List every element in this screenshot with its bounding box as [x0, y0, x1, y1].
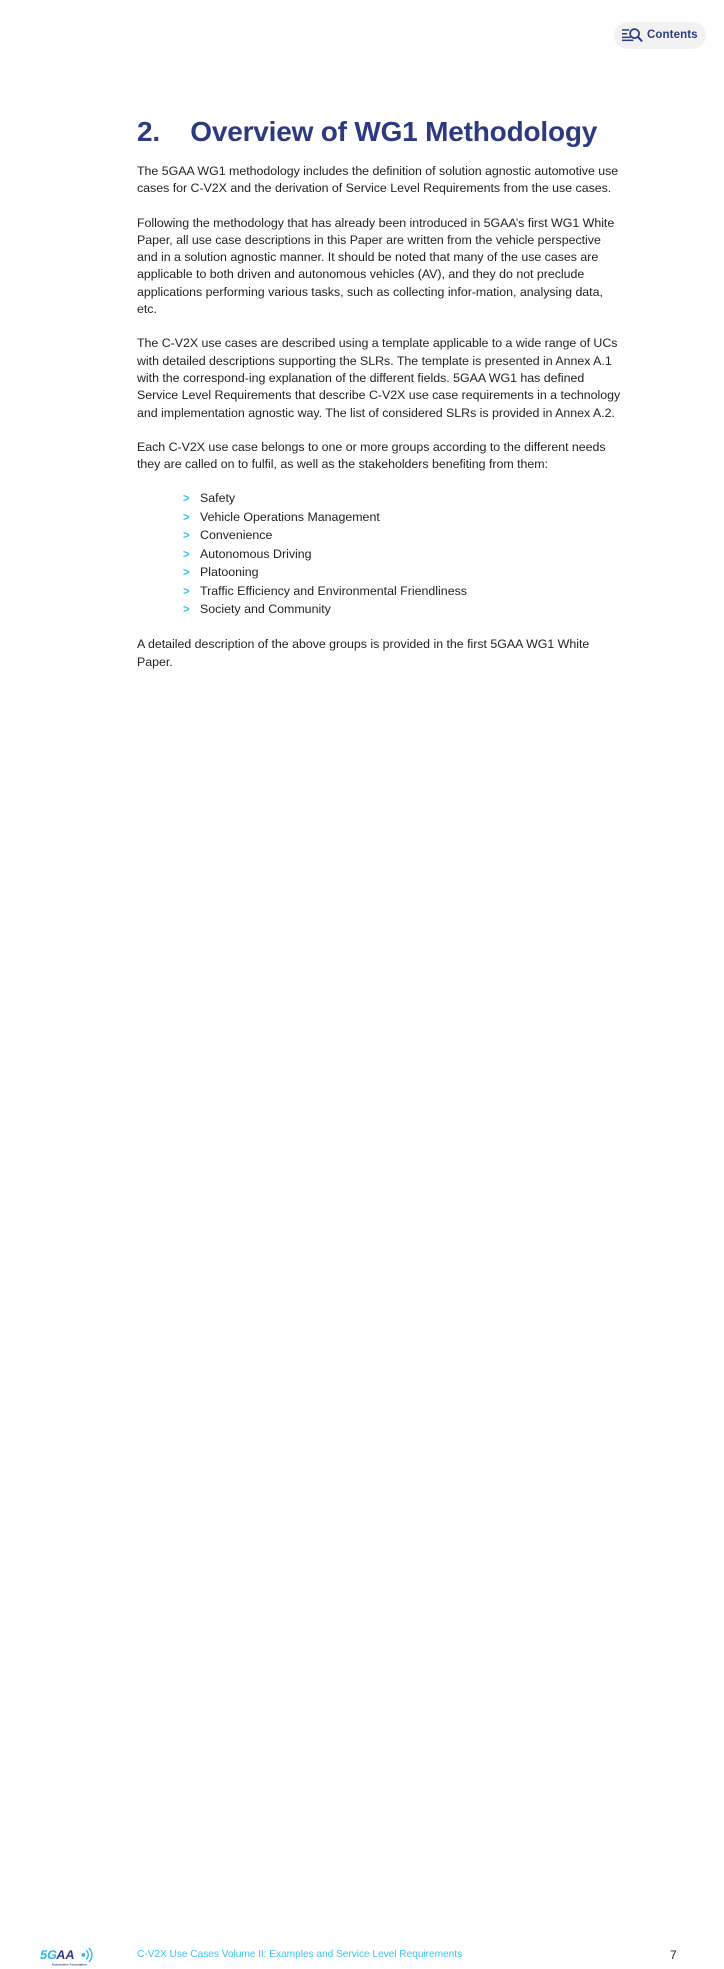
- logo-text-aa: AA: [55, 1947, 76, 1962]
- bullet-marker-icon: >: [183, 548, 190, 561]
- paragraph-2: Following the methodology that has already been introduced in 5GAA’s first WG1 White Paper, all use case descriptions in this Paper are written from the vehicle perspective and in a solution agnostic manner. It should be noted that many of the use cases are applicable to both driven and autonomous vehicles (AV), and they do not preclude applications performing various tasks, such as collecting infor-mation, analysing data, etc.: [137, 215, 615, 317]
- list-item-label: Platooning: [200, 565, 259, 580]
- bullet-marker-icon: >: [183, 567, 190, 580]
- bullet-marker-icon: >: [183, 493, 190, 506]
- list-item-label: Vehicle Operations Management: [200, 509, 380, 524]
- list-item: [183, 527, 624, 545]
- list-item: [183, 583, 624, 601]
- bullet-marker-icon: >: [183, 511, 190, 524]
- list-item: [183, 490, 624, 508]
- 5gaa-logo: [36, 1945, 108, 1969]
- contents-button[interactable]: [614, 22, 706, 49]
- logo-tagline: Automotive Association: [51, 1962, 88, 1967]
- bullet-marker-icon: >: [183, 585, 190, 598]
- list-item-label: Society and Community: [200, 602, 331, 617]
- page-number: 7: [670, 1948, 677, 1962]
- page-title: 2. Overview of WG1 Methodology: [137, 115, 598, 147]
- list-item: [183, 546, 624, 564]
- list-item-label: Autonomous Driving: [200, 546, 312, 561]
- contents-button-label: Contents: [647, 28, 698, 41]
- logo-text-5g: 5G: [39, 1947, 59, 1962]
- paragraph-1: The 5GAA WG1 methodology includes the definition of solution agnostic automotive use cases for C-V2X and the derivation of Service Level Requirements from the use cases.: [137, 164, 619, 196]
- paragraph-3: The C-V2X use cases are described using a template applicable to a wide range of UCs with detailed descriptions supporting the SLRs. The template is presented in Annex A.1 with the correspond-ing explanation of the different fields. 5GAA WG1 has defined Service Level Requirements that describe C-V2X use case requirements in a technology and implementation agnostic way. The list of considered SLRs is provided in Annex A.2.: [137, 336, 621, 420]
- footer-document-title: C-V2X Use Cases Volume II: Examples and Service Level Requirements: [137, 1949, 463, 1960]
- list-item-label: Convenience: [200, 528, 273, 543]
- list-item-label: Traffic Efficiency and Environmental Friendliness: [200, 583, 467, 598]
- bullet-marker-icon: >: [183, 604, 190, 617]
- logo-signal-arc-icon: [82, 1948, 92, 1961]
- list-item: [183, 509, 624, 527]
- list-item-label: Safety: [200, 491, 236, 506]
- list-item: [183, 601, 624, 619]
- list-item: [183, 564, 624, 582]
- paragraph-4: Each C-V2X use case belongs to one or more groups according to the different needs they are called on to fulfil, as well as the stakeholders benefiting from them:: [137, 439, 606, 472]
- use-case-group-list: [137, 490, 624, 619]
- closing-paragraph: A detailed description of the above groups is provided in the first 5GAA WG1 White Paper.: [137, 637, 590, 669]
- bullet-marker-icon: >: [183, 530, 190, 543]
- page-footer: [0, 968, 724, 1967]
- search-lines-icon: [622, 27, 643, 44]
- body-content: [137, 163, 624, 671]
